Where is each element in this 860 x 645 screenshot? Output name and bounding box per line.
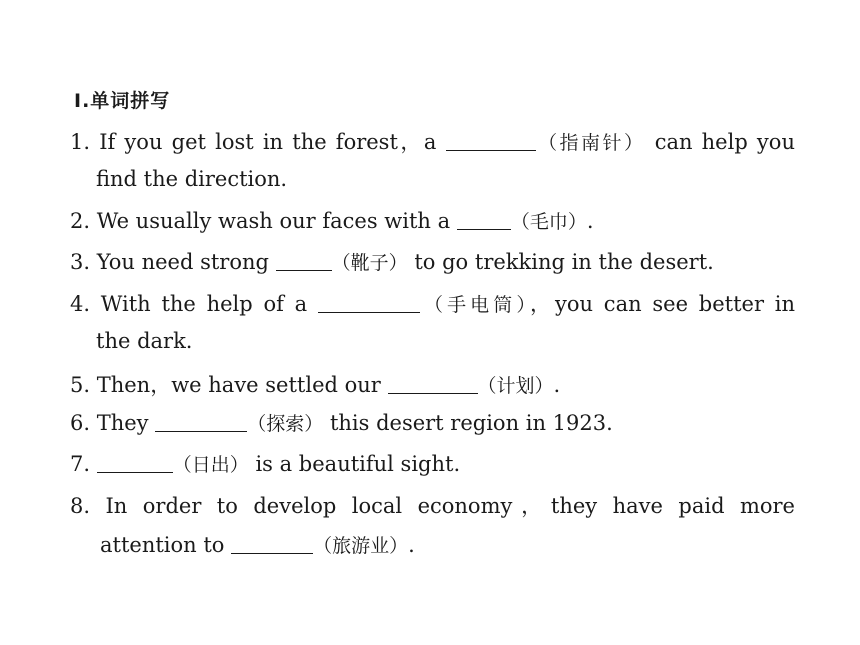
item-6-blank[interactable]: [155, 413, 247, 432]
item-4-text-after: ，you can see better in: [529, 292, 795, 316]
item-5-line: [70, 369, 560, 399]
item-1-text-after: can help you: [654, 130, 795, 154]
item-4-line-2: the dark.: [96, 329, 193, 353]
item-7-hint: （日出）: [172, 454, 249, 476]
item-1-blank[interactable]: [446, 132, 536, 151]
item-3-line: [70, 248, 714, 275]
item-2-text-after: .: [586, 209, 594, 233]
item-3-text-after: to go trekking in the desert.: [414, 250, 714, 274]
item-6-text-after: this desert region in 1923.: [329, 411, 613, 435]
item-5-hint: （计划）: [477, 375, 554, 397]
item-1-line-2: find the direction.: [96, 167, 288, 191]
item-8-line-1: 8. In order to develop local economy，they have paid more: [70, 494, 795, 518]
item-8-hint: （旅游业）: [313, 535, 409, 557]
item-8-line-2: [100, 531, 415, 558]
item-5-text-after: .: [553, 373, 561, 397]
item-8-blank[interactable]: [231, 535, 313, 554]
item-7-blank[interactable]: [97, 454, 173, 473]
item-8-text-after: .: [408, 533, 415, 557]
item-7-line: [70, 450, 460, 477]
item-1-text-before: 1. If you get lost in the forest，a: [70, 130, 437, 154]
item-1-line-1: [70, 126, 795, 156]
section-title: Ⅰ.单词拼写: [74, 90, 171, 112]
item-2-blank[interactable]: [457, 211, 511, 230]
item-1-hint: （指南针）: [535, 132, 646, 154]
item-6-hint: （探索）: [247, 413, 324, 435]
item-2-line: [70, 207, 594, 234]
item-8-text-before: attention to: [100, 533, 225, 557]
item-6-text-before: 6. They: [70, 411, 149, 435]
item-4-line-1: [70, 288, 795, 318]
item-2-text-before: 2. We usually wash our faces with a: [70, 209, 451, 233]
item-3-blank[interactable]: [276, 252, 332, 271]
item-7-text-after: is a beautiful sight.: [255, 452, 461, 476]
item-4-blank[interactable]: [318, 294, 420, 313]
item-4-text-before: 4. With the help of a: [70, 292, 308, 316]
item-3-text-before: 3. You need strong: [70, 250, 269, 274]
item-5-blank[interactable]: [388, 375, 478, 394]
item-4-hint: （手电筒）: [419, 294, 530, 316]
item-7-text-before: 7.: [70, 452, 91, 476]
item-3-hint: （靴子）: [331, 252, 408, 274]
item-6-line: [70, 409, 613, 436]
item-5-text-before: 5. Then，we have settled our: [70, 373, 381, 397]
item-2-hint: （毛巾）: [510, 211, 587, 233]
